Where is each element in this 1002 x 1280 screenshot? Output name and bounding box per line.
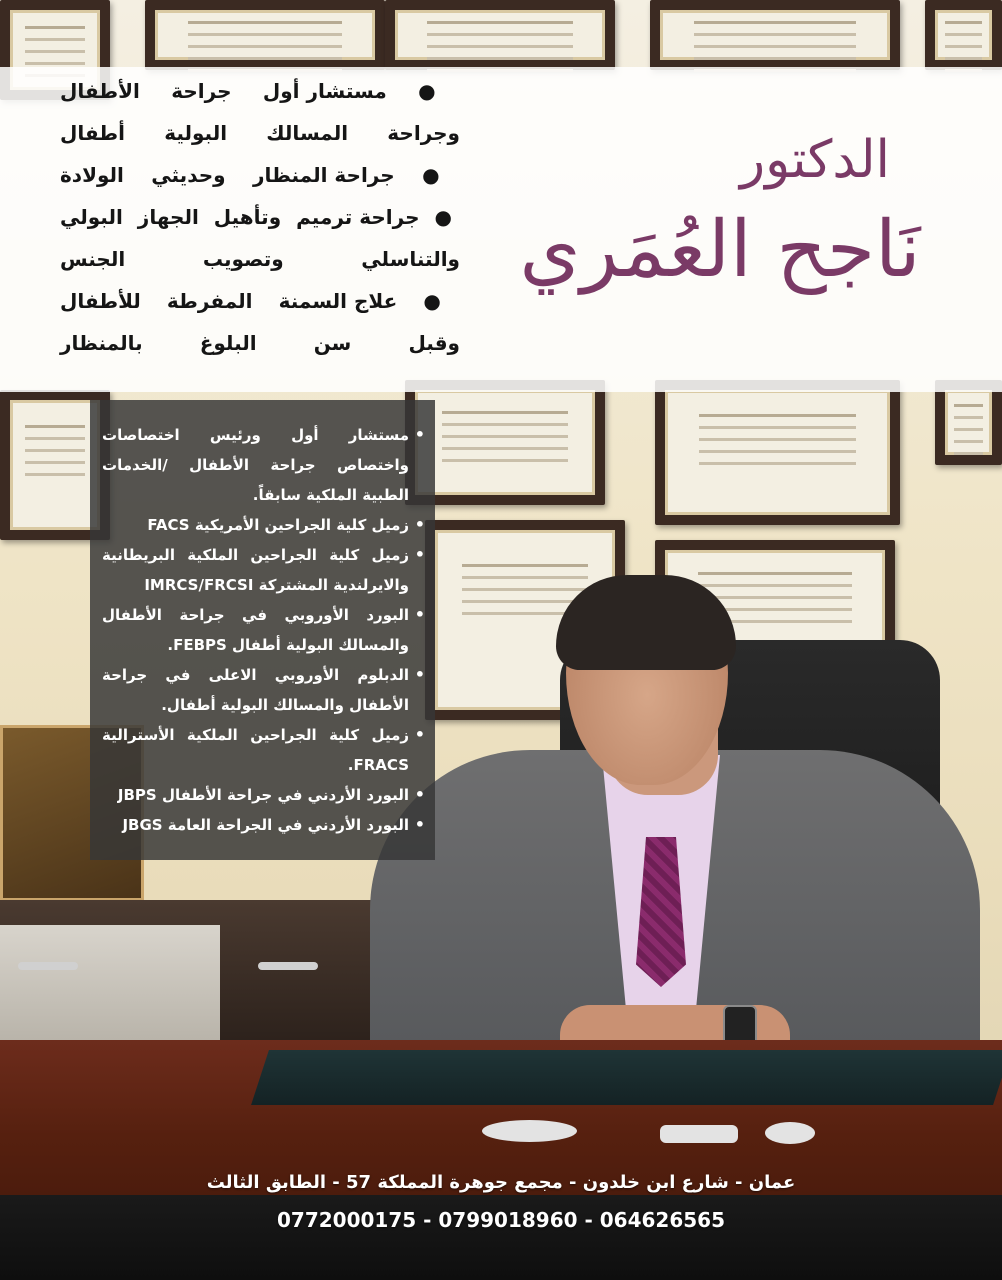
certificate-frame xyxy=(925,0,1002,70)
qualifications-list xyxy=(102,420,409,840)
service-item xyxy=(60,164,460,186)
doctor-name: نَاجح العُمَري xyxy=(519,205,921,295)
desk-ornament xyxy=(482,1120,577,1142)
service-item xyxy=(60,290,460,354)
service-line: ● جراحة المنظار وحديثي الولادة xyxy=(60,163,460,187)
service-line: ● علاج السمنة المفرطة للأطفال xyxy=(60,289,460,313)
desk-ornament xyxy=(765,1122,815,1144)
qualifications-panel xyxy=(90,400,435,860)
certificate-frame xyxy=(145,0,385,70)
desk-mat xyxy=(251,1050,1002,1105)
service-line: ● مستشار أول جراحة الأطفال xyxy=(60,79,460,103)
qualification-item: • مستشار أول ورئيس اختصاصات واختصاص جراحة الأطفال /الخدمات الطبية الملكية سابقاً. xyxy=(102,420,409,510)
doctor-heading xyxy=(510,130,930,360)
contact-info xyxy=(0,1168,1002,1238)
service-line: وقبل سن البلوغ بالمنظار xyxy=(60,331,460,355)
service-item xyxy=(60,80,460,144)
cabinet-handle xyxy=(18,962,78,970)
service-line: وجراحة المسالك البولية أطفال xyxy=(60,121,460,145)
service-line: ● جراحة ترميم وتأهيل الجهاز البولي xyxy=(60,205,460,229)
services-list xyxy=(60,80,460,374)
certificate-frame xyxy=(935,380,1002,465)
desk-ornament xyxy=(660,1125,738,1143)
certificate-frame xyxy=(655,380,900,525)
qualification-item: • زميل كلية الجراحين الأمريكية FACS xyxy=(102,510,409,540)
hair xyxy=(556,575,736,670)
qualification-item: • زميل كلية الجراحين الملكية البريطانية والايرلندية المشتركة IMRCS/FRCSI xyxy=(102,540,409,600)
qualification-item: • زميل كلية الجراحين الملكية الأسترالية FRACS. xyxy=(102,720,409,780)
certificate-frame xyxy=(385,0,615,70)
certificate-frame xyxy=(650,0,900,70)
qualification-item: • البورد الأردني في جراحة الأطفال JBPS xyxy=(102,780,409,810)
service-line: والتناسلي وتصويب الجنس xyxy=(60,247,460,271)
doctor-title: الدكتور xyxy=(739,130,890,190)
doctor-portrait xyxy=(370,575,980,1095)
cabinet-door xyxy=(0,925,220,1040)
phone-numbers: 0772000175 - 0799018960 - 064626565 xyxy=(276,1208,726,1232)
cabinet-handle xyxy=(258,962,318,970)
certificate-frame xyxy=(405,380,605,505)
qualification-item: • البورد الأوروبي في جراحة الأطفال والمسالك البولية أطفال FEBPS. xyxy=(102,600,409,660)
address: عمان - شارع ابن خلدون - مجمع جوهرة المملكة 57 - الطابق الثالث xyxy=(206,1172,796,1193)
qualification-item: • البورد الأردني في الجراحة العامة JBGS xyxy=(102,810,409,840)
service-item xyxy=(60,206,460,270)
qualification-item: • الدبلوم الأوروبي الاعلى في جراحة الأطفال والمسالك البولية أطفال. xyxy=(102,660,409,720)
